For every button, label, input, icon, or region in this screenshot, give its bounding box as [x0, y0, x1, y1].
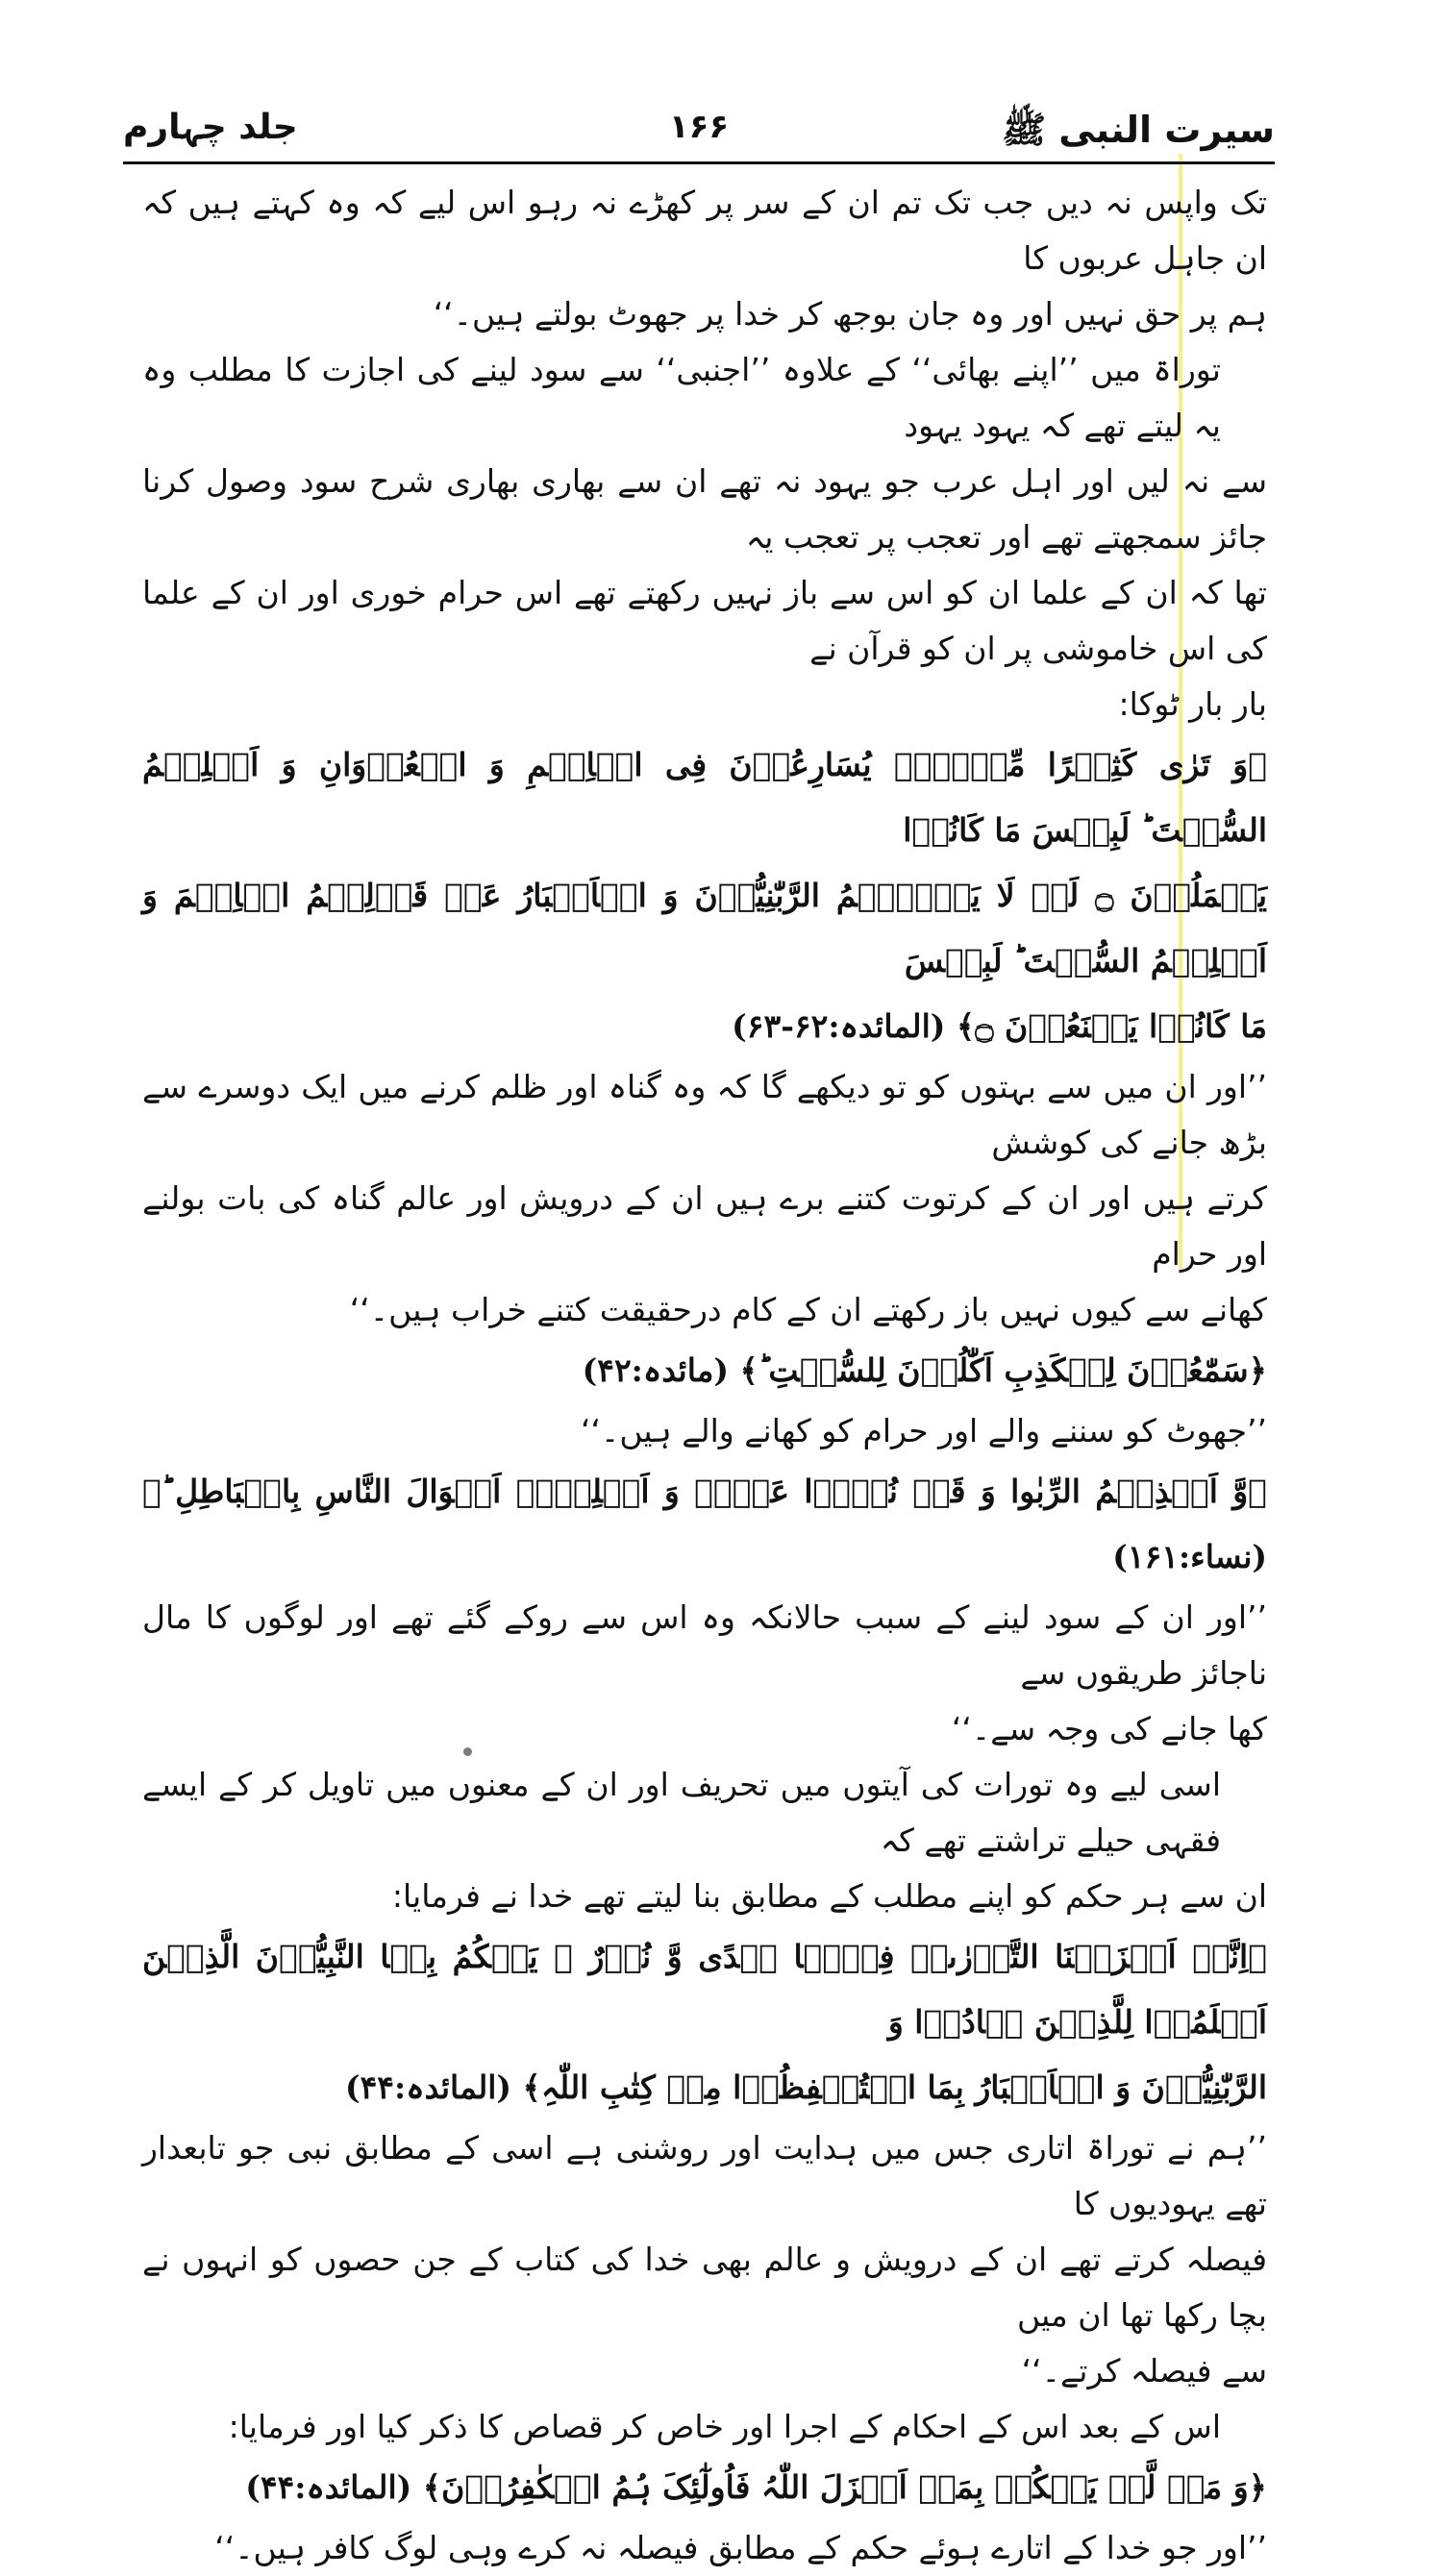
quran-verse-line: الرَّبّٰنِیُّوۡنَ وَ الۡاَحۡبَارُ بِمَا اسۡتُحۡفِظُوۡا مِنۡ کِتٰبِ اللّٰہِ﴾ (المائدہ:۴۴) [344, 2068, 1267, 2106]
quran-verse-line: ﴿وَ مَنۡ لَّمۡ یَحۡکُمۡ بِمَاۤ اَنۡزَلَ اللّٰہُ فَاُولٰٓئِکَ ہُمُ الۡکٰفِرُوۡنَ﴾ (المائدہ:۴۴) [245, 2468, 1267, 2506]
text-line: تک واپس نہ دیں جب تک تم ان کے سر پر کھڑے نہ رہو اس لیے کہ وہ کہتے ہیں کہ ان جاہل عربوں کا [142, 184, 1267, 277]
page-number: ۱۶۶ [668, 108, 730, 146]
text-line: اس کے بعد اس کے احکام کے اجرا اور خاص کر قصاص کا ذکر کیا اور فرمایا: [228, 2408, 1221, 2445]
quran-verse-line: یَعۡمَلُوۡنَ ۝ لَوۡ لَا یَنۡہٰہُمُ الرَّبّٰنِیُّوۡنَ وَ الۡاَحۡبَارُ عَنۡ قَوۡلِہِمُ الۡاِثۡمَ وَ اَکۡلِہِمُ السُّحۡتَ ؕ لَبِئۡسَ [142, 877, 1268, 979]
text-line: بار بار ٹوکا: [1118, 685, 1267, 723]
header-divider [123, 161, 1275, 164]
text-line: سے نہ لیں اور اہل عرب جو یہود نہ تھے ان سے بھاری بھاری شرح سود وصول کرنا جائز سمجھتے تھے اور تعجب پر تعجب یہ [142, 462, 1267, 556]
translation-line: ’’جھوٹ کو سننے والے اور حرام کو کھانے والے ہیں۔‘‘ [581, 1412, 1267, 1449]
page-header [123, 108, 1275, 156]
quran-verse-line: ﴿اِنَّاۤ اَنۡزَلۡنَا التَّوۡرٰىۃَ فِیۡہَا ہُدًی وَّ نُوۡرٌ ۚ یَحۡکُمُ بِہَا النَّبِیُّوۡنَ الَّذِیۡنَ اَسۡلَمُوۡا لِلَّذِیۡنَ ہَادُوۡا وَ [142, 1938, 1267, 2041]
quran-verse-line: ﴿وَّ اَخۡذِہِمُ الرِّبٰوا وَ قَدۡ نُہُوۡا عَنۡہُ وَ اَکۡلِہِمۡ اَمۡوَالَ النَّاسِ بِالۡبَاطِلِ ؕ﴾ (نساء:۱۶۱) [142, 1473, 1267, 1575]
text-line: ان سے ہر حکم کو اپنے مطلب کے مطابق بنا لیتے تھے خدا نے فرمایا: [391, 1877, 1267, 1915]
page-body [142, 175, 1267, 2576]
translation-line: کھا جانے کی وجہ سے۔‘‘ [951, 1710, 1267, 1747]
text-line: ہم پر حق نہیں اور وہ جان بوجھ کر خدا پر جھوٹ بولتے ہیں۔‘‘ [433, 295, 1267, 333]
translation-line: کھانے سے کیوں نہیں باز رکھتے ان کے کام درحقیقت کتنے خراب ہیں۔‘‘ [349, 1291, 1267, 1328]
text-line: اسی لیے وہ تورات کی آیتوں میں تحریف اور ان کے معنوں میں تاویل کر کے ایسے فقہی حیلے تراشتے تھے کہ [142, 1766, 1221, 1859]
running-title: سیرت النبی ﷺ [1002, 109, 1275, 151]
translation-line: ’’اور ان میں سے بہتوں کو تو دیکھے گا کہ وہ گناہ اور ظلم کرنے میں ایک دوسرے سے بڑھ جانے کی کوشش [142, 1068, 1267, 1161]
translation-line: فیصلہ کرتے تھے ان کے درویش و عالم بھی خدا کی کتاب کے جن حصوں کو انہوں نے بچا رکھا تھا ان میں [142, 2241, 1267, 2334]
volume-label: جلد چہارم [123, 108, 298, 147]
quran-verse-line: مَا کَانُوۡا یَصۡنَعُوۡنَ ۝﴾ (المائدہ:۶۲-۶۳) [732, 1007, 1267, 1045]
text-line: توراۃ میں ’’اپنے بھائی‘‘ کے علاوہ ’’اجنبی‘‘ سے سود لینے کی اجازت کا مطلب وہ یہ لیتے تھے کہ یہود یہود [142, 351, 1221, 444]
quran-verse-line: ﴿سَمّٰعُوۡنَ لِلۡکَذِبِ اَکّٰلُوۡنَ لِلسُّحۡتِ ؕ﴾ (مائدہ:۴۲) [582, 1351, 1267, 1389]
translation-line: سے فیصلہ کرتے۔‘‘ [1021, 2352, 1267, 2390]
text-line: تھا کہ ان کے علما ان کو اس سے باز نہیں رکھتے تھے اس حرام خوری اور ان کے علما کی اس خاموشی پر ان کو قرآن نے [142, 574, 1267, 667]
translation-line: ’’اور جو خدا کے اتارے ہوئے حکم کے مطابق فیصلہ نہ کرے وہی لوگ کافر ہیں۔‘‘ [214, 2529, 1267, 2566]
translation-line: ’’اور ان کے سود لینے کے سبب حالانکہ وہ اس سے روکے گئے تھے اور لوگوں کا مال ناجائز طریقوں سے [142, 1598, 1267, 1692]
quran-verse-line: ﴿وَ تَرٰی کَثِیۡرًا مِّنۡہُمۡ یُسَارِعُوۡنَ فِی الۡاِثۡمِ وَ الۡعُدۡوَانِ وَ اَکۡلِہِمُ السُّحۡتَ ؕ لَبِئۡسَ مَا کَانُوۡا [142, 746, 1267, 849]
translation-line: ’’ہم نے توراۃ اتاری جس میں ہدایت اور روشنی ہے اسی کے مطابق نبی جو تابعدار تھے یہودیوں کا [142, 2129, 1267, 2222]
translation-line: کرتے ہیں اور ان کے کرتوت کتنے برے ہیں ان کے درویش اور عالم گناہ کی بات بولنے اور حرام [142, 1179, 1267, 1273]
